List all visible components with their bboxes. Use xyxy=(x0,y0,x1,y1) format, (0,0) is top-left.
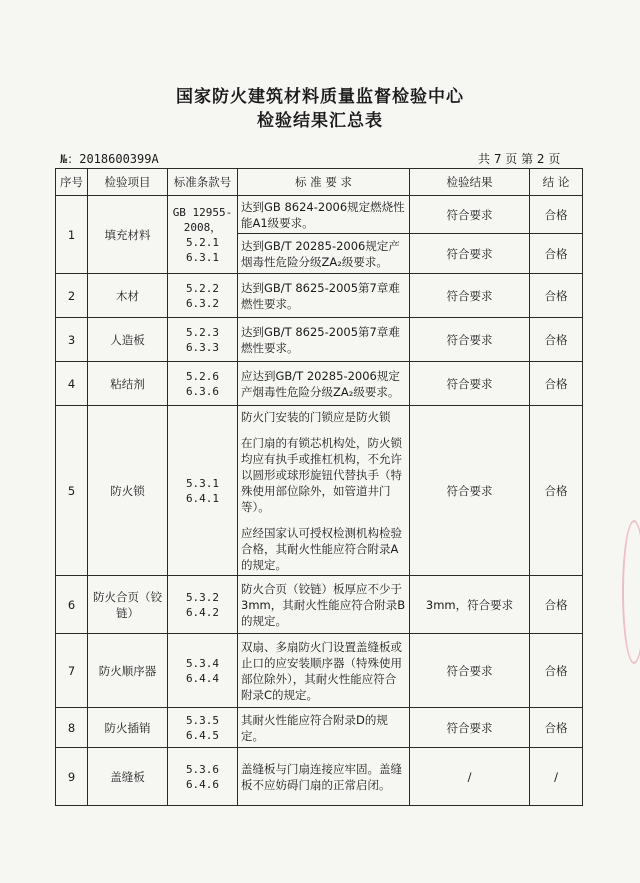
conclusion: 合格 xyxy=(530,196,583,234)
requirement: 防火合页（铰链）板厚应不少于3mm，其耐火性能应符合附录B的规定。 xyxy=(238,576,410,634)
row-number: 2 xyxy=(56,274,88,318)
item-name: 防火顺序器 xyxy=(88,634,168,708)
requirement: 盖缝板与门扇连接应牢固。盖缝板不应妨碍门扇的正常启闭。 xyxy=(238,748,410,806)
item-name: 人造板 xyxy=(88,318,168,362)
conclusion: / xyxy=(530,748,583,806)
document-number: №：2018600399A xyxy=(60,152,159,166)
red-seal-stamp xyxy=(622,520,640,664)
requirement: 达到GB/T 20285-2006规定产烟毒性危险分级ZA₂级要求。 xyxy=(238,234,410,274)
row-number: 6 xyxy=(56,576,88,634)
column-header: 序号 xyxy=(56,169,88,196)
conclusion: 合格 xyxy=(530,634,583,708)
table-row xyxy=(56,708,583,748)
row-number: 8 xyxy=(56,708,88,748)
item-name: 盖缝板 xyxy=(88,748,168,806)
results-table xyxy=(55,168,583,806)
test-result: 3mm，符合要求 xyxy=(410,576,530,634)
column-header: 标准条款号 xyxy=(168,169,238,196)
requirement: 达到GB/T 8625-2005第7章难燃性要求。 xyxy=(238,318,410,362)
item-name: 粘结剂 xyxy=(88,362,168,406)
table-row xyxy=(56,576,583,634)
column-header: 检验项目 xyxy=(88,169,168,196)
test-result: 符合要求 xyxy=(410,196,530,234)
standard-clause: GB 12955-2008，5.2.1 6.3.1 xyxy=(168,196,238,274)
conclusion: 合格 xyxy=(530,318,583,362)
test-result: 符合要求 xyxy=(410,234,530,274)
report-title: 国家防火建筑材料质量监督检验中心 xyxy=(176,87,464,107)
test-result: 符合要求 xyxy=(410,634,530,708)
table-row xyxy=(56,196,583,234)
column-header: 检验结果 xyxy=(410,169,530,196)
column-header: 结 论 xyxy=(530,169,583,196)
table-row xyxy=(56,318,583,362)
conclusion: 合格 xyxy=(530,234,583,274)
table-row xyxy=(56,274,583,318)
report-subtitle: 检验结果汇总表 xyxy=(257,111,383,131)
table-row xyxy=(56,406,583,576)
test-result: 符合要求 xyxy=(410,318,530,362)
requirement: 应达到GB/T 20285-2006规定产烟毒性危险分级ZA₂级要求。 xyxy=(238,362,410,406)
standard-clause: 5.3.4 6.4.4 xyxy=(168,634,238,708)
standard-clause: 5.3.1 6.4.1 xyxy=(168,406,238,576)
test-result: / xyxy=(410,748,530,806)
standard-clause: 5.3.5 6.4.5 xyxy=(168,708,238,748)
conclusion: 合格 xyxy=(530,362,583,406)
item-name: 防火锁 xyxy=(88,406,168,576)
conclusion: 合格 xyxy=(530,576,583,634)
row-number: 9 xyxy=(56,748,88,806)
test-result: 符合要求 xyxy=(410,274,530,318)
row-number: 3 xyxy=(56,318,88,362)
table-row xyxy=(56,634,583,708)
standard-clause: 5.2.3 6.3.3 xyxy=(168,318,238,362)
requirement: 防火门安装的门锁应是防火锁 在门扇的有锁芯机构处，防火锁均应有执手或推杠机构，不允许以圆形或球形旋钮代替执手（特殊使用部位除外，如管道井门等）。 应经国家认可授权检测机构检验合格，其耐火性能应符合附录A的规定。 xyxy=(238,406,410,576)
requirement: 达到GB 8624-2006规定燃烧性能A1级要求。 xyxy=(238,196,410,234)
standard-clause: 5.2.2 6.3.2 xyxy=(168,274,238,318)
table-header-row xyxy=(56,169,583,196)
standard-clause: 5.2.6 6.3.6 xyxy=(168,362,238,406)
test-result: 符合要求 xyxy=(410,406,530,576)
table-row xyxy=(56,748,583,806)
row-number: 1 xyxy=(56,196,88,274)
conclusion: 合格 xyxy=(530,708,583,748)
page-info: 共 7 页 第 2 页 xyxy=(478,152,561,166)
standard-clause: 5.3.6 6.4.6 xyxy=(168,748,238,806)
row-number: 7 xyxy=(56,634,88,708)
row-number: 5 xyxy=(56,406,88,576)
requirement: 双扇、多扇防火门设置盖缝板或止口的应安装顺序器（特殊使用部位除外），其耐火性能应符合附录C的规定。 xyxy=(238,634,410,708)
requirement: 其耐火性能应符合附录D的规定。 xyxy=(238,708,410,748)
requirement: 达到GB/T 8625-2005第7章难燃性要求。 xyxy=(238,274,410,318)
test-result: 符合要求 xyxy=(410,362,530,406)
item-name: 木材 xyxy=(88,274,168,318)
row-number: 4 xyxy=(56,362,88,406)
conclusion: 合格 xyxy=(530,274,583,318)
table-row xyxy=(56,362,583,406)
conclusion: 合格 xyxy=(530,406,583,576)
item-name: 填充材料 xyxy=(88,196,168,274)
test-result: 符合要求 xyxy=(410,708,530,748)
item-name: 防火插销 xyxy=(88,708,168,748)
column-header: 标 准 要 求 xyxy=(238,169,410,196)
item-name: 防火合页（铰链） xyxy=(88,576,168,634)
standard-clause: 5.3.2 6.4.2 xyxy=(168,576,238,634)
